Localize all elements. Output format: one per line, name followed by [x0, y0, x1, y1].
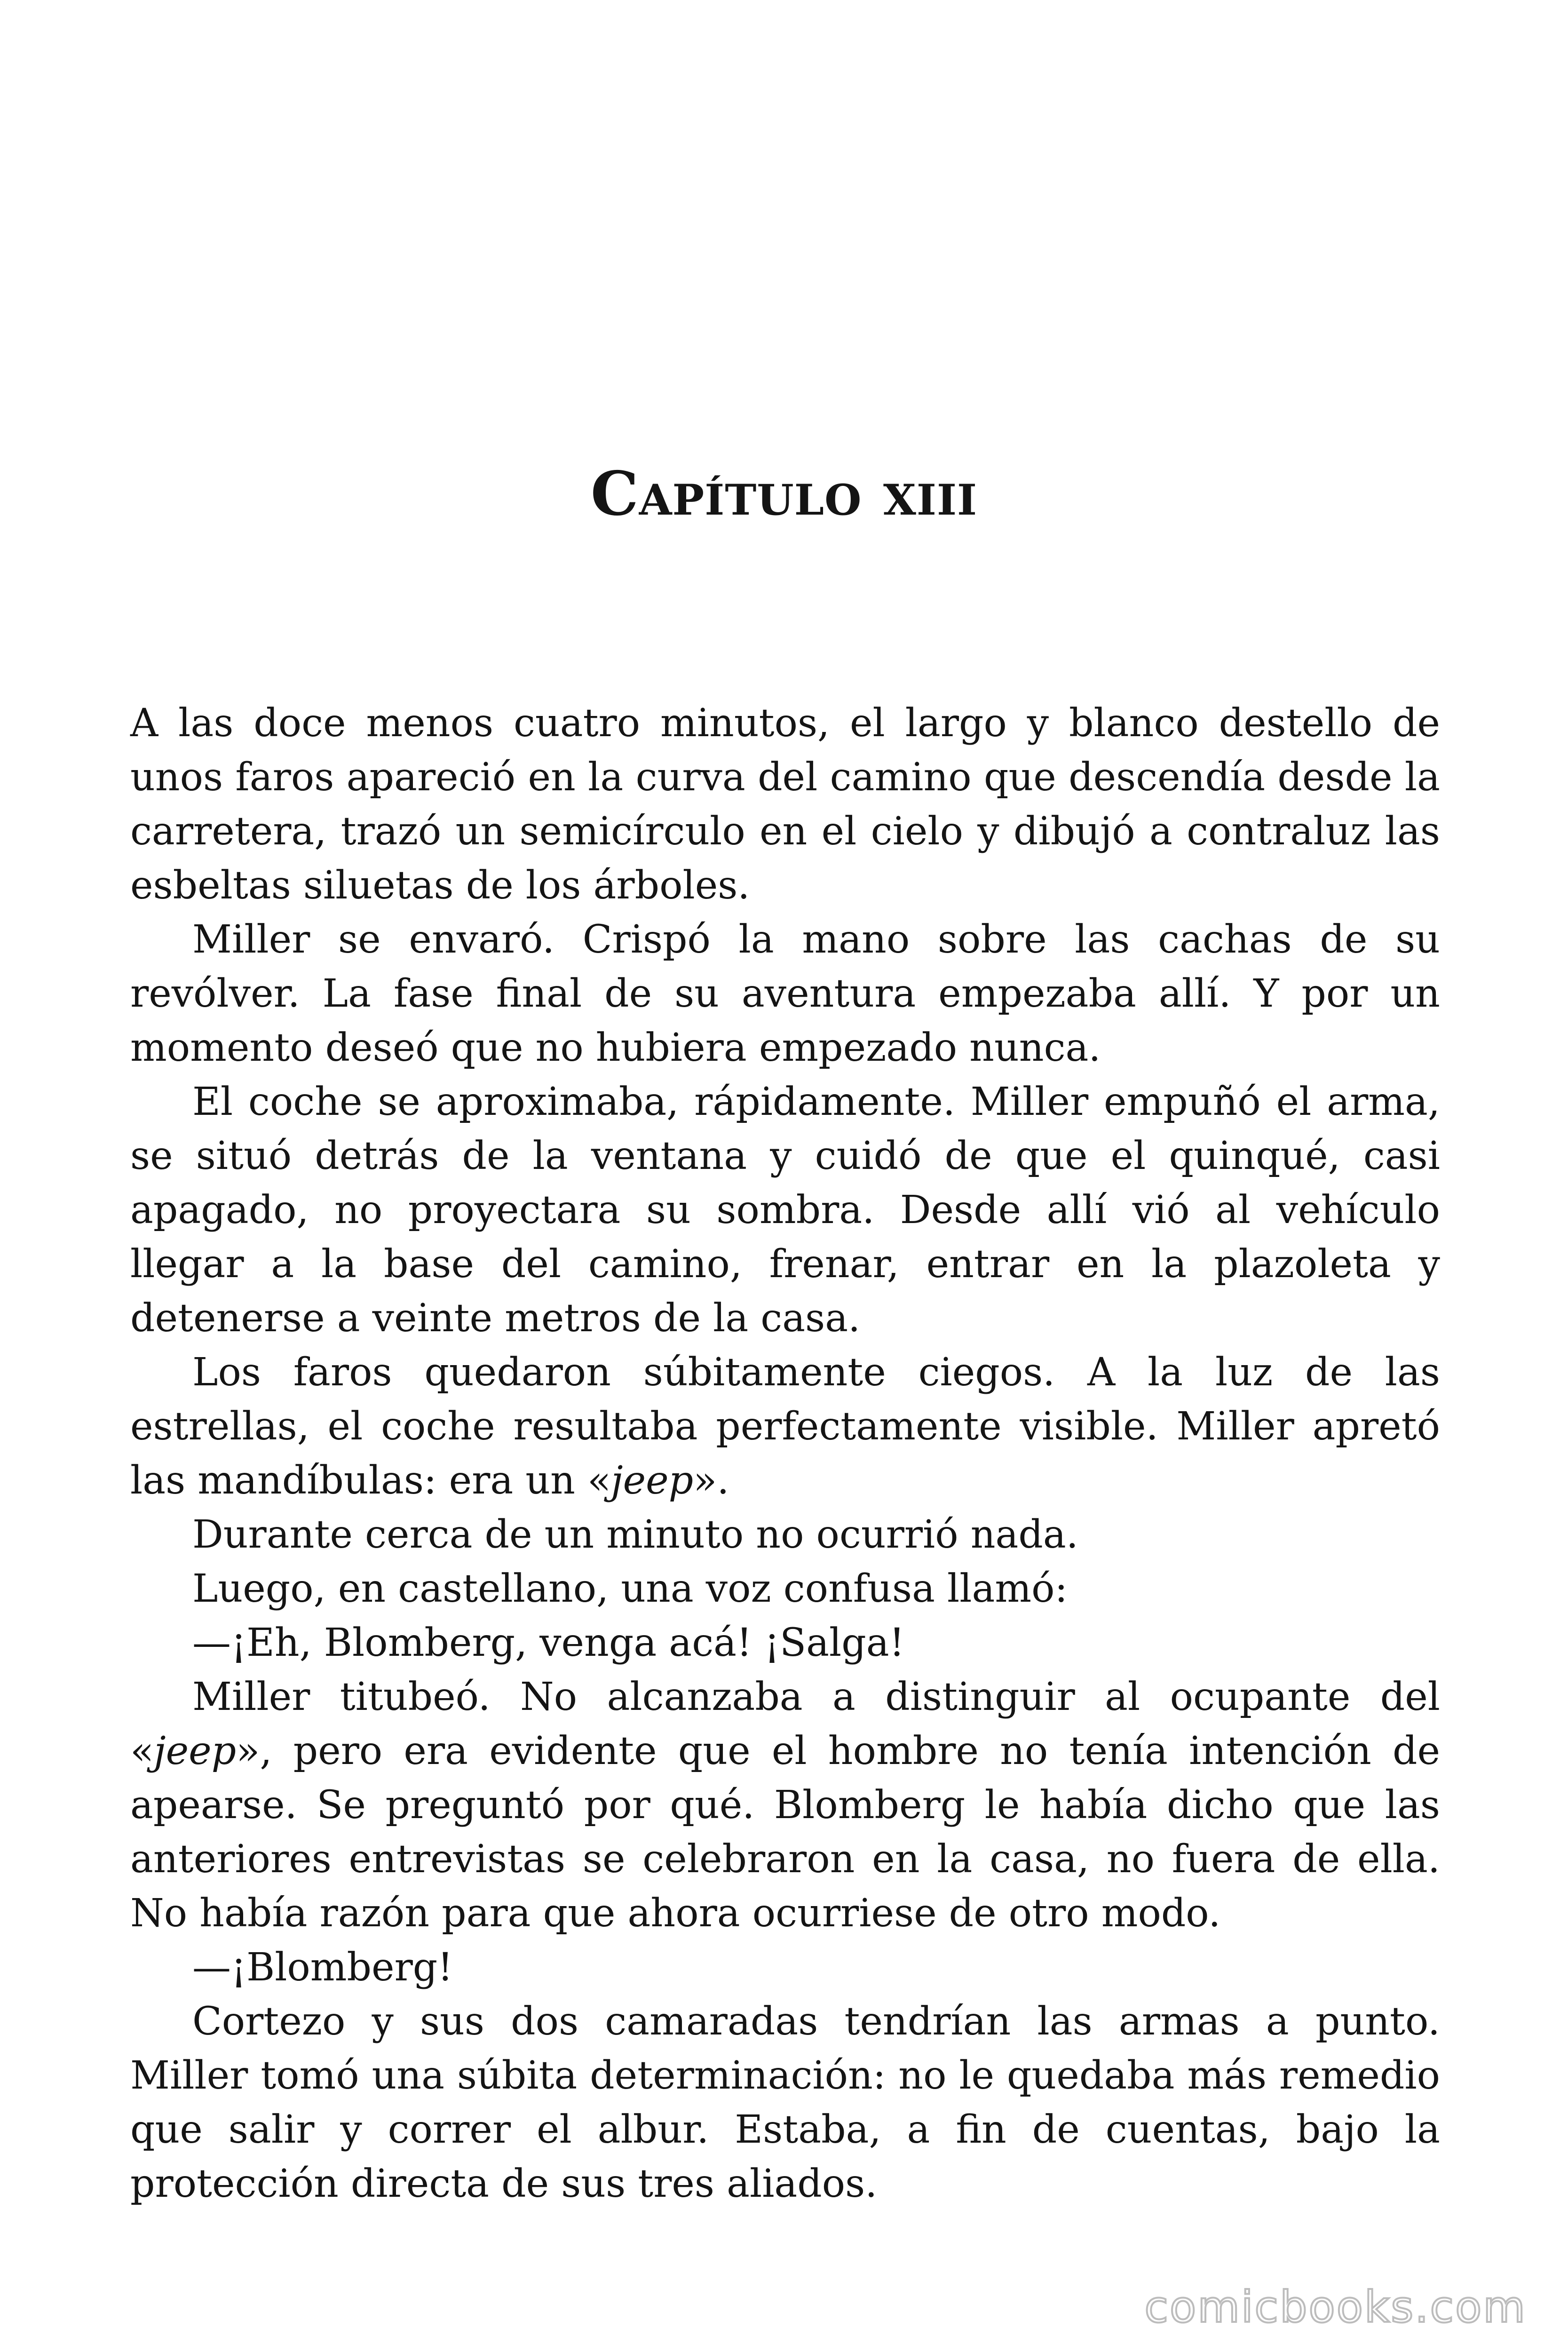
- paragraph-text: », pero era evidente que el hombre no tenía intención de apearse. Se preguntó por qué. Blomberg le había dicho que las anteriores entrevistas se celebraron en la casa, no fuera de ella. No había razón para que ahora ocurriese de otro modo.: [130, 1729, 1440, 1936]
- paragraph: El coche se aproximaba, rápidamente. Miller empuñó el arma, se situó detrás de la ventana y cuidó de que el quinqué, casi apagado, no proyectara su sombra. Desde allí vió al vehículo llegar a la base del camino, frenar, entrar en la plazoleta y detenerse a veinte metros de la casa.: [130, 1080, 1440, 1341]
- italic-word: jeep: [154, 1729, 237, 1773]
- body-text: [130, 696, 1440, 2211]
- chapter-title-text: Capítulo xiii: [590, 459, 978, 529]
- paragraph-text: Miller titubeó. No alcanzaba a distinguir al ocupante del «: [130, 1675, 1440, 1773]
- dialogue-line: —¡Eh, Blomberg, venga acá! ¡Salga!: [192, 1621, 905, 1665]
- italic-word: jeep: [611, 1458, 694, 1503]
- paragraph: [130, 1345, 1440, 1508]
- chapter-title: [0, 456, 1568, 532]
- paragraph: Miller se envaró. Crispó la mano sobre las cachas de su revólver. La fase final de su aventura empezaba allí. Y por un momento deseó que no hubiera empezado nunca.: [130, 917, 1440, 1070]
- paragraph: Luego, en castellano, una voz confusa llamó:: [192, 1566, 1068, 1611]
- paragraph-text: Los faros quedaron súbitamente ciegos. A la luz de las estrellas, el coche resultaba perfectamente visible. Miller apretó las mandíbulas: era un «: [130, 1350, 1440, 1503]
- dialogue-line: —¡Blomberg!: [192, 1945, 453, 1990]
- paragraph: A las doce menos cuatro minutos, el largo y blanco destello de unos faros apareció en la curva del camino que descendía desde la carretera, trazó un semicírculo en el cielo y dibujó a contraluz las esbeltas siluetas de los árboles.: [130, 701, 1440, 908]
- paragraph: Durante cerca de un minuto no ocurrió nada.: [192, 1512, 1078, 1557]
- watermark: comicbooks.com: [1144, 2282, 1527, 2332]
- paragraph-text: ».: [693, 1458, 729, 1503]
- paragraph: [130, 1670, 1440, 1940]
- paragraph: Cortezo y sus dos camaradas tendrían las armas a punto. Miller tomó una súbita determinación: no le quedaba más remedio que salir y correr el albur. Estaba, a fin de cuentas, bajo la protección directa de sus tres aliados.: [130, 1999, 1440, 2206]
